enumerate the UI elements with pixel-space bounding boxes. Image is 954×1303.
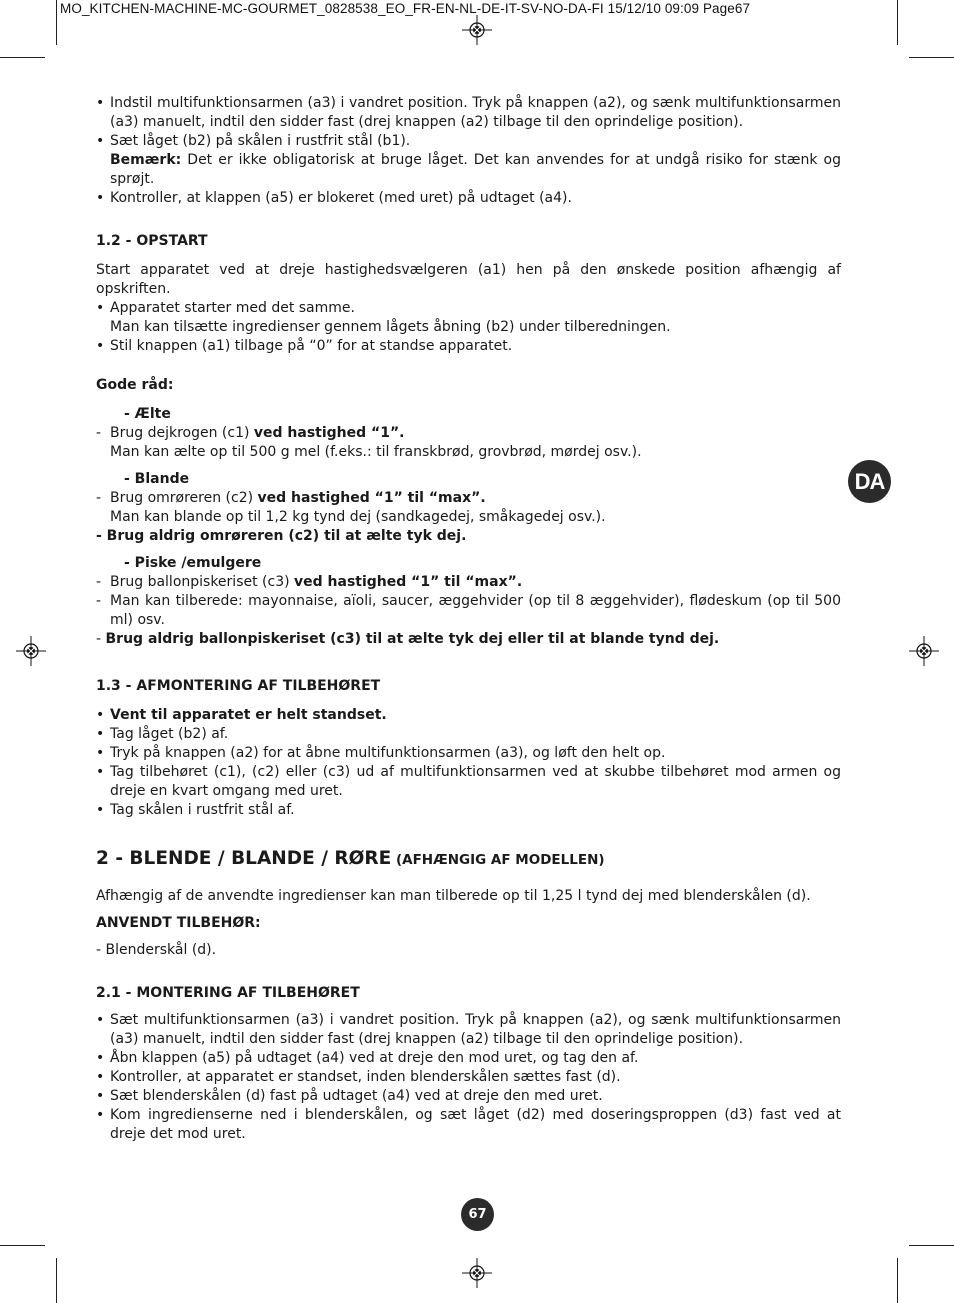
list-item-bold: Vent til apparatet er helt standset.: [110, 707, 387, 723]
list-item: • Tag låget (b2) af.: [96, 725, 841, 744]
chapter-heading: [96, 848, 841, 871]
list-item: • Apparatet starter med det samme.: [96, 299, 841, 318]
crop-mark: [909, 1245, 954, 1246]
chapter-heading-text: 2 - BLENDE / BLANDE / RØRE: [96, 848, 392, 869]
crop-mark: [0, 57, 45, 58]
crop-mark: [56, 0, 57, 45]
list-item: • Åbn klappen (a5) på udtaget (a4) ved at dreje den mod uret, og tag den af.: [96, 1049, 841, 1068]
list-item-text: Brug omrøreren (c2): [110, 490, 258, 506]
list-item: - Blenderskål (d).: [96, 942, 217, 958]
crop-mark: [0, 1245, 45, 1246]
list-item: • Indstil multifunktionsarmen (a3) i vandret position. Tryk på knappen (a2), og sænk multifunktionsarmen (a3) manuelt, indtil den sidder fast (drej knappen (a2) tilbage til den oprindelige position).: [96, 94, 841, 132]
list-item: • Kontroller, at apparatet er standset, inden blenderskålen sættes fast (d).: [96, 1068, 841, 1087]
paragraph: Afhængig af de anvendte ingredienser kan man tilberede op til 1,25 l tynd dej med blenderskålen (d).: [96, 888, 811, 904]
list-item: [96, 489, 841, 508]
list-item: [96, 592, 841, 630]
list-item: • Kom ingredienserne ned i blenderskålen, og sæt låget (d2) med doseringsproppen (d3) fast ved at dreje det mod uret.: [96, 1106, 841, 1144]
language-badge: DA: [848, 460, 891, 503]
warning-text: Brug aldrig ballonpiskeriset (c3) til at ælte tyk dej eller til at blande tynd dej.: [105, 631, 720, 647]
list-item: [96, 573, 841, 592]
registration-mark-icon: [462, 15, 492, 45]
crop-mark: [897, 1258, 898, 1303]
registration-mark-icon: [16, 636, 46, 666]
page-number: 67: [461, 1198, 494, 1231]
page-content: [96, 94, 841, 1144]
print-slug: MO_KITCHEN-MACHINE-MC-GOURMET_0828538_EO_FR-EN-NL-DE-IT-SV-NO-DA-FI 15/12/10 09:09 Page67: [60, 1, 751, 16]
list-item: • Kontroller, at klappen (a5) er blokeret (med uret) på udtaget (a4).: [96, 189, 841, 208]
tip-title: - Ælte: [124, 406, 171, 422]
list-item: [96, 424, 841, 443]
crop-mark: [56, 1258, 57, 1303]
list-item: • Sæt låget (b2) på skålen i rustfrit stål (b1).: [96, 132, 841, 151]
list-item: [96, 706, 841, 725]
warning: - Brug aldrig omrøreren (c2) til at ælte tyk dej.: [96, 528, 467, 544]
list-item-continuation: Man kan tilsætte ingredienser gennem lågets åbning (b2) under tilberedningen.: [110, 319, 671, 335]
registration-mark-icon: [462, 1258, 492, 1288]
list-item: • Sæt blenderskålen (d) fast på udtaget (a4) ved at dreje den med uret.: [96, 1087, 841, 1106]
list-item: • Tag skålen i rustfrit stål af.: [96, 801, 841, 820]
section-heading: 1.3 - AFMONTERING AF TILBEHØRET: [96, 678, 381, 694]
list-item-continuation: Man kan blande op til 1,2 kg tynd dej (sandkagedej, småkagedej osv.).: [110, 509, 606, 525]
tips-heading: Gode råd:: [96, 377, 174, 393]
note-label: Bemærk:: [110, 152, 182, 168]
crop-mark: [897, 0, 898, 45]
dash-marker: -: [96, 593, 102, 609]
note-text: Det er ikke obligatorisk at bruge låget. Det kan anvendes for at undgå risiko for stænk og sprøjt.: [110, 152, 841, 187]
crop-mark: [909, 57, 954, 58]
registration-mark-icon: [909, 636, 939, 666]
chapter-heading-note: (AFHÆNGIG AF MODELLEN): [391, 852, 605, 868]
section-heading: 1.2 - OPSTART: [96, 233, 208, 249]
list-item-text: Brug ballonpiskeriset (c3): [110, 574, 295, 590]
list-item-bold: ved hastighed “1” til “max”.: [257, 490, 486, 506]
dash-marker: -: [96, 490, 102, 506]
tip-title: - Blande: [124, 471, 190, 487]
list-item: • Tryk på knappen (a2) for at åbne multifunktionsarmen (a3), og løft den helt op.: [96, 744, 841, 763]
list-item-text: Man kan tilberede: mayonnaise, aïoli, saucer, æggehvider (op til 8 æggehvider), flødeskum (op til 500 ml) osv.: [110, 593, 841, 628]
list-item: • Stil knappen (a1) tilbage på “0” for at standse apparatet.: [96, 337, 841, 356]
list-item: • Tag tilbehøret (c1), (c2) eller (c3) ud af multifunktionsarmen ved at skubbe tilbehøret mod armen og dreje en kvart omgang med uret.: [96, 763, 841, 801]
tip-title: - Piske /emulgere: [124, 555, 262, 571]
list-item-continuation: Man kan ælte op til 500 g mel (f.eks.: til franskbrød, grovbrød, mørdej osv.).: [110, 444, 642, 460]
dash-marker: -: [96, 574, 102, 590]
list-item-text: Brug dejkrogen (c1): [110, 425, 254, 441]
list-item: • Sæt multifunktionsarmen (a3) i vandret position. Tryk på knappen (a2), og sænk multifunktionsarmen (a3) manuelt, indtil den sidder fast (drej knappen (a2) tilbage til den oprindelige position).: [96, 1011, 841, 1049]
accessories-heading: ANVENDT TILBEHØR:: [96, 915, 261, 931]
section-heading: 2.1 - MONTERING AF TILBEHØRET: [96, 985, 360, 1001]
list-item-bold: ved hastighed “1”.: [253, 425, 405, 441]
list-item-bold: ved hastighed “1” til “max”.: [294, 574, 523, 590]
paragraph: Start apparatet ved at dreje hastighedsvælgeren (a1) hen på den ønskede position afhængig af opskriften.: [96, 262, 841, 297]
dash-marker: -: [96, 425, 102, 441]
warning-dash: -: [96, 631, 106, 647]
note: [96, 151, 841, 189]
warning: [96, 630, 841, 649]
